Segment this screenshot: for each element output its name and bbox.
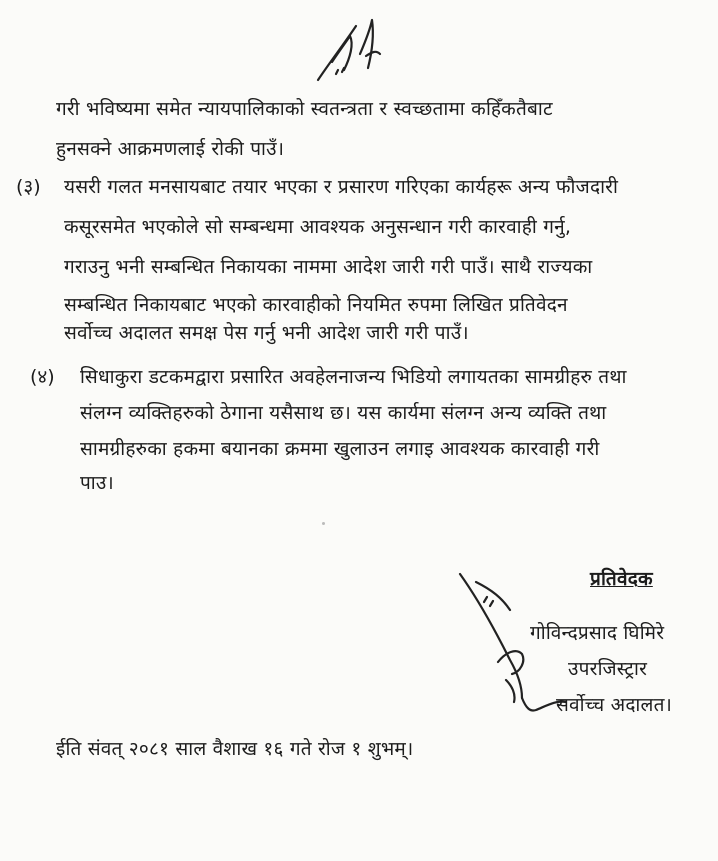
reporter-name: गोविन्दप्रसाद घिमिरे xyxy=(530,622,665,644)
item3-number: (३) xyxy=(16,176,41,198)
item4-line-2: संलग्न व्यक्तिहरुको ठेगाना यसैसाथ छ। यस कार्यमा संलग्न अन्य व्यक्ति तथा xyxy=(80,402,607,424)
initials-signature xyxy=(310,14,390,86)
reporter-position: उपरजिस्ट्रार xyxy=(568,658,648,680)
reporter-office: सर्वोच्च अदालत। xyxy=(556,694,673,716)
item3-line-1: यसरी गलत मनसायबाट तयार भएका र प्रसारण गरिएका कार्यहरू अन्य फौजदारी xyxy=(64,176,619,198)
item3-line-3: गराउनु भनी सम्बन्धित निकायका नाममा आदेश जारी गरी पाउँ। साथै राज्यका xyxy=(64,256,593,278)
item4-line-3: सामग्रीहरुका हकमा बयानका क्रममा खुलाउन लगाइ आवश्यक कारवाही गरी xyxy=(80,438,600,460)
item4-number: (४) xyxy=(30,366,55,388)
paper-speck xyxy=(322,522,325,525)
item3-line-4: सम्बन्धित निकायबाट भएको कारवाहीको नियमित रुपमा लिखित प्रतिवेदन xyxy=(64,294,568,316)
item3-line-2: कसूरसमेत भएकोले सो सम्बन्धमा आवश्यक अनुसन्धान गरी कारवाही गर्नु, xyxy=(64,216,572,238)
continuation-line-1: गरी भविष्यमा समेत न्यायपालिकाको स्वतन्त्रता र स्वच्छतामा कहिँकतैबाट xyxy=(56,98,553,120)
item4-line-4: पाउ। xyxy=(80,472,114,494)
closing-date-line: ईति संवत् २०८१ साल वैशाख १६ गते रोज १ शुभम्। xyxy=(56,738,414,760)
item3-line-5: सर्वोच्च अदालत समक्ष पेस गर्नु भनी आदेश जारी गरी पाउँ। xyxy=(64,322,469,344)
item4-line-1: सिधाकुरा डटकमद्वारा प्रसारित अवहेलनाजन्य भिडियो लगायतका सामग्रीहरु तथा xyxy=(80,366,627,388)
continuation-line-2: हुनसक्ने आक्रमणलाई रोकी पाउँ। xyxy=(56,138,285,160)
reporter-title: प्रतिवेदक xyxy=(590,568,653,590)
